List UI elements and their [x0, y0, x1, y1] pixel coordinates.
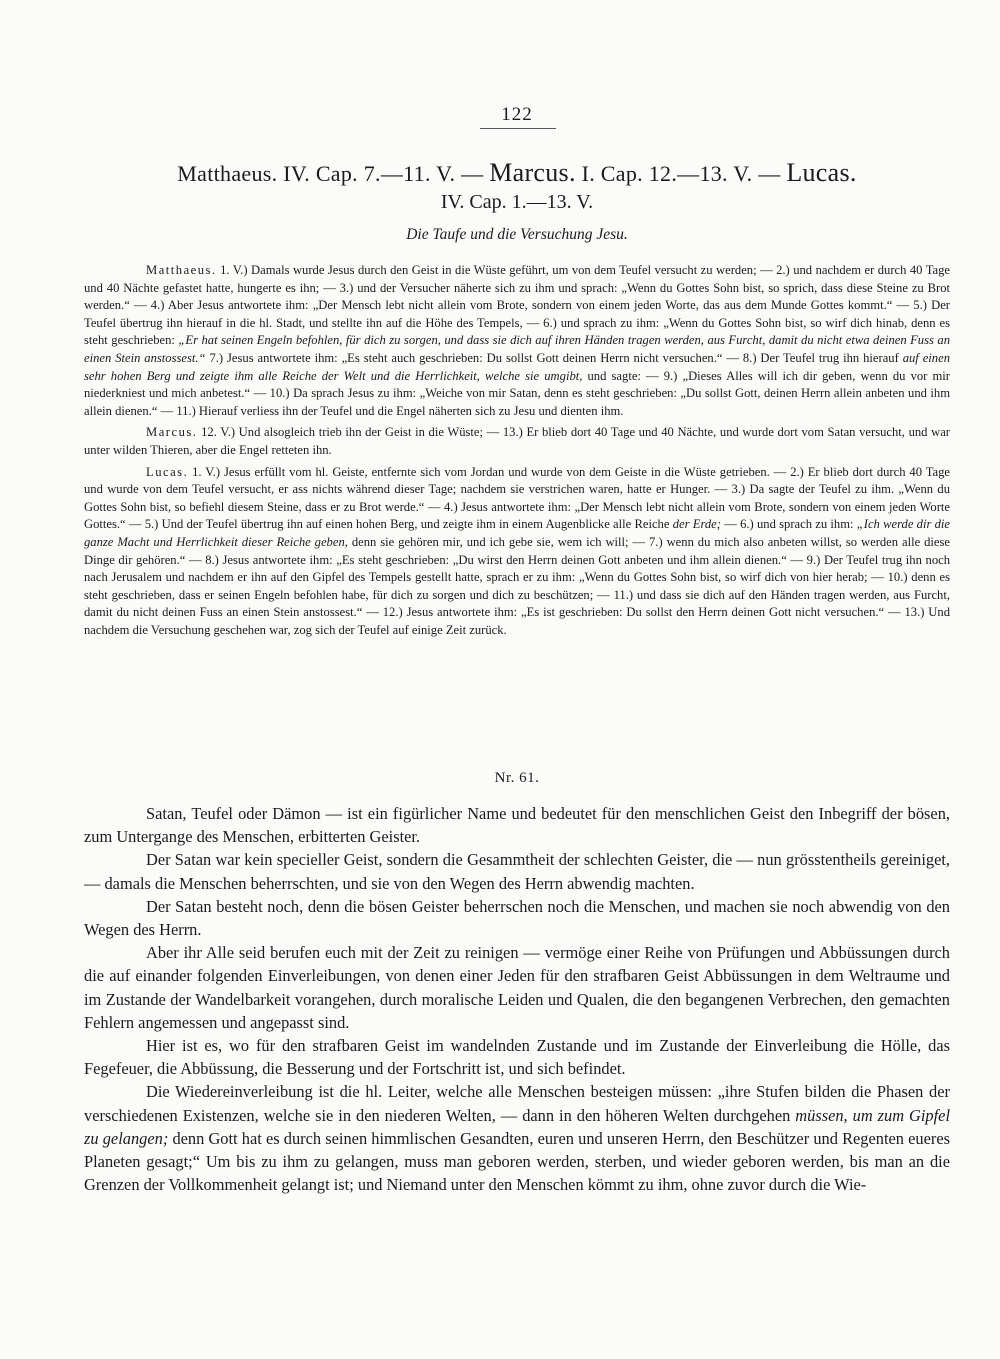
- matthaeus-italic-2: auf einen sehr hohen Berg und zeigte ihm alle Reiche der Welt und die Herrlichkeit, welche sie umgibt,: [84, 350, 950, 383]
- page: [84, 0, 950, 1359]
- page-number: 122: [501, 104, 533, 125]
- commentary-body: [84, 802, 950, 1196]
- scripture-quotations: [84, 262, 950, 643]
- matthaeus-text-3: und sagte: — 9.) „Dieses Alles will ich dir geben, wenn du vor mir niederkniest und mich anbetest.“ — 10.) Da sprach Jesus zu ihm: „Weiche von mir Satan, denn es steht geschrieben: „Du sollst Gott, deinen Herrn allein anbeten und ihm allein dienen.“ — 11.) Hierauf verliess ihn der Teufel und die Engel näherten sich zu Jesu und dienten ihm.: [84, 368, 950, 418]
- body-paragraph-6-italic: müssen, um zum Gipfel zu gelangen;: [84, 1105, 950, 1148]
- lucas-paragraph: [84, 464, 950, 640]
- heading-marcus: Marcus.: [489, 158, 576, 187]
- heading-matthaeus: Matthaeus. IV. Cap. 7.—11. V. —: [177, 161, 490, 186]
- marcus-label: Marcus.: [146, 425, 198, 440]
- gospel-reference-heading: [84, 158, 950, 189]
- body-paragraph-3: Der Satan besteht noch, denn die bösen Geister beherrschen noch die Menschen, und machen sie noch abwendig von den Wegen des Herrn.: [84, 896, 950, 940]
- lucas-label: Lucas.: [146, 464, 189, 479]
- section-number: Nr. 61.: [494, 770, 540, 786]
- body-paragraph-1: Satan, Teufel oder Dämon — ist ein figürlicher Name und bedeutet für den menschlichen Geist den Inbegriff der bösen, zum Untergange des Menschen, erbitterten Geister.: [84, 804, 950, 847]
- lucas-text-2: — 6.) und sprach zu ihm:: [720, 517, 857, 532]
- marcus-paragraph: [84, 424, 950, 459]
- body-paragraph-5: Hier ist es, wo für den strafbaren Geist im wandelnden Zustande und im Zustande der Einverleibung die Hölle, das Fegefeuer, die Abbüssung, die Besserung und der Fortschritt ist, und sich befindet.: [84, 1036, 950, 1079]
- lucas-italic-2: „Ich werde dir die ganze Macht und Herrlichkeit dieser Reiche geben,: [84, 517, 951, 549]
- body-paragraph-4: Aber ihr Alle seid berufen euch mit der Zeit zu reinigen — vermöge einer Reihe von Prüfungen und Abbüssungen durch die auf einander folgenden Einverleibungen, von denen einer Jeden für den strafbaren Geist Abbüssungen in dem Weltraume und im Zustande der Wandelbarkeit vorangehen, durch moralische Leiden und Qualen, die den begangenen Verbrechen, den gemachten Fehlern angemessen und angepasst sind.: [84, 943, 950, 1032]
- gospel-reference-heading-line2: IV. Cap. 1.—13. V.: [440, 191, 594, 213]
- marcus-text: 12. V.) Und alsogleich trieb ihn der Geist in die Wüste; — 13.) Er blieb dort 40 Tage und 40 Nächte, und wurde dort vom Satan versucht, und war unter wilden Thieren, aber die Engel retteten ihn.: [84, 425, 950, 457]
- lucas-text-3: denn sie gehören mir, und ich gebe sie, wem ich will; — 7.) wenn du mich also anbeten willst, so werden alle diese Dinge dir gehören.“ — 8.) Jesus antwortete ihm: „Es steht geschrieben: „Du wirst den Herrn deinen Gott anbeten und ihm allein dienen.“ — 9.) Der Teufel trug ihn noch nach Jerusalem und nachdem er ihn auf den Gipfel des Tempels gestellt hatte, sprach er zu ihm: „Wenn du Gottes Sohn bist, so wirf dich von hier herab; — 10.) denn es steht geschrieben, dass er seinen Engeln befohlen habe, für dich zu sorgen und dich zu beschützen; — 11.) und dass sie dich auf den Händen tragen werden, aus Furcht, damit du nicht deinen Fuss an einen Stein anstossest.“ — 12.) Jesus antwortete ihm: „Es ist geschrieben: Du sollst den Herrn deinen Gott nicht versuchen.“ — 13.) Und nachdem die Versuchung geschehen war, zog sich der Teufel auf einige Zeit zurück.: [84, 534, 951, 637]
- body-paragraph-6: [84, 1080, 950, 1196]
- section-subtitle: Die Taufe und die Versuchung Jesu.: [406, 226, 628, 243]
- matthaeus-label: Matthaeus.: [146, 263, 217, 277]
- page-number-rule: [480, 128, 556, 129]
- body-paragraph-6-part-1: Die Wiedereinverleibung ist die hl. Leiter, welche alle Menschen besteigen müssen: „ihre Stufen bilden die Phasen der verschiedenen Existenzen, welche sie in den niederen Welten, — dann in den höheren Welten durchgehen: [84, 1082, 950, 1125]
- matthaeus-paragraph: [84, 262, 950, 420]
- heading-lucas: Lucas.: [786, 158, 857, 187]
- matthaeus-text-2: 7.) Jesus antwortete ihm: „Es steht auch geschrieben: Du sollst Gott deinen Herrn nicht versuchen.“ — 8.) Der Teufel trug ihn hierauf: [205, 350, 903, 365]
- lucas-italic-1: der Erde;: [672, 517, 721, 532]
- heading-marcus-ref: I. Cap. 12.—13. V. —: [575, 161, 787, 186]
- matthaeus-italic-1: „Er hat seinen Engeln befohlen, für dich zu sorgen, und dass sie dich auf ihren Händen tragen werden, aus Furcht, damit du nicht etwa deinen Fuss an einen Stein anstossest.“: [84, 333, 950, 365]
- body-paragraph-6-part-2: denn Gott hat es durch seinen himmlischen Gesandten, euren und unseren Herrn, den Beschützer und Regenten eueres Planeten gesagt;“ Um bis zu ihm zu gelangen, muss man geboren werden, sterben, und wieder geboren werden, bis man an die Grenzen der Vollkommenheit gelangt ist; und Niemand unter den Menschen kömmt zu ihm, ohne zuvor durch die Wie-: [84, 1128, 950, 1195]
- lucas-text-1: 1. V.) Jesus erfüllt vom hl. Geiste, entfernte sich vom Jordan und wurde von dem Geiste in die Wüste getrieben. — 2.) Er blieb dort durch 40 Tage und wurde von dem Teufel versucht, er ass nichts während dieser Tage; nachdem sie verstrichen waren, hatte er Hunger. — 3.) Da sagte der Teufel zu ihm. „Wenn du Gottes Sohn bist, so befiehl diesem Steine, dass er zu Brot werde.“ — 4.) Jesus antwortete ihm: „Der Mensch lebt nicht allein vom Brote, sondern von einem jeden Worte Gottes.“ — 5.) Und der Teufel übertrug ihn auf einen hohen Berg, und zeigte ihm in einem Augenblicke alle Reiche: [84, 464, 950, 532]
- body-paragraph-2: Der Satan war kein specieller Geist, sondern die Gesammtheit der schlechten Geister, die — nun grösstentheils gereiniget, — damals die Menschen beherrschten, und sie von den Wegen des Herrn abwendig machten.: [84, 850, 950, 893]
- matthaeus-text-1: 1. V.) Damals wurde Jesus durch den Geist in die Wüste geführt, um von dem Teufel versucht zu werden; — 2.) und nachdem er durch 40 Tage und 40 Nächte gefastet hatte, hungerte es ihn; — 3.) und der Versucher näherte sich zu ihm und sprach: „Wenn du Gottes Sohn bist, so sprich, dass diese Steine zu Brot werden.“ — 4.) Aber Jesus antwortete ihm: „Der Mensch lebt nicht allein vom Brote, sondern von einem jeden Worte, das aus dem Munde Gottes kommt.“ — 5.) Der Teufel übertrug ihn hierauf in die hl. Stadt, und stellte ihn auf die Höhe des Tempels, — 6.) und sprach zu ihm: „Wenn du Gottes Sohn bist, so wirf dich hinab, denn es steht geschrieben:: [84, 263, 950, 348]
